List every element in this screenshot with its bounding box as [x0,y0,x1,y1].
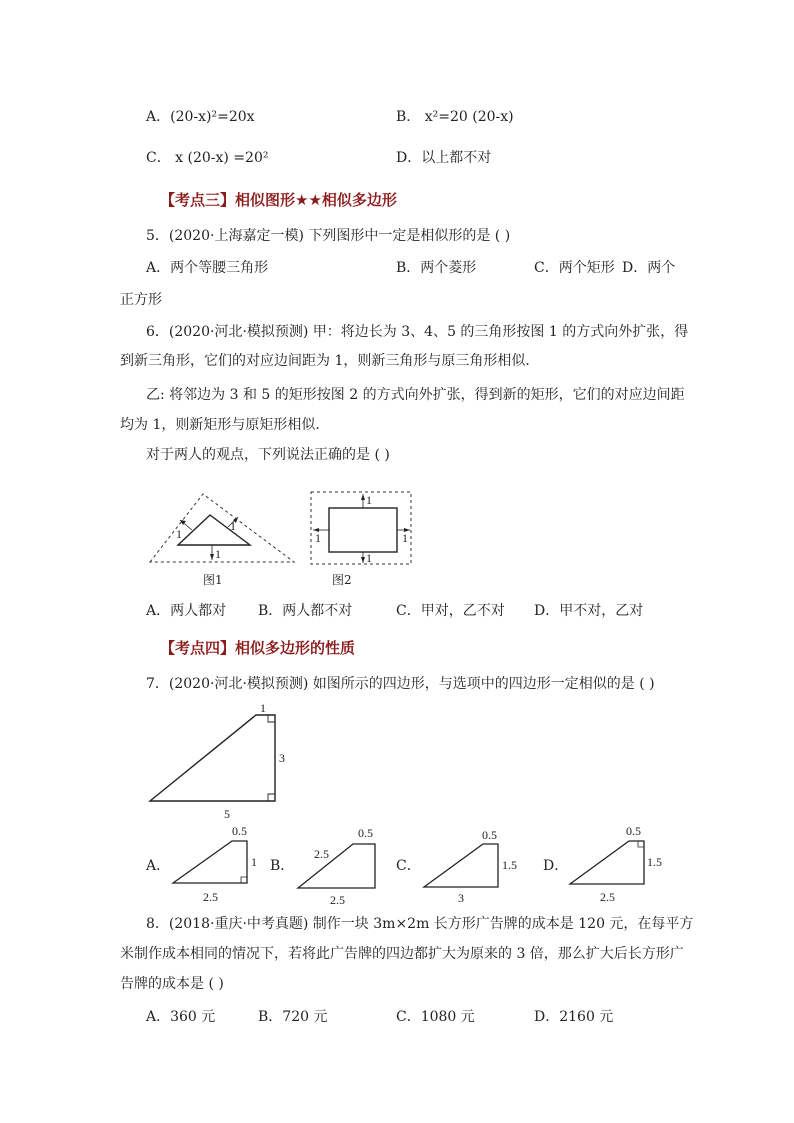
q7-option-a-shape [165,820,265,910]
q6-option-c: C．甲对，乙不对 [396,603,505,619]
q7-main-trapezoid [140,700,300,822]
q8-line-2: 米制作成本相同的情况下，若将此广告牌的四边都扩大为原来的 3 倍，那么扩大后长方形广 [120,946,684,962]
fig2-inner-rect [329,508,397,552]
q4-option-b: B． x²=20 (20-x) [396,109,514,125]
q6-option-a: A．两人都对 [146,603,227,619]
q7-b-top-label: 0.5 [358,826,373,840]
q7-c-top-label: 0.5 [482,828,497,842]
q7-a-right-label: 1 [251,855,257,869]
q6-figure-1 [140,490,300,570]
q6-option-d: D．甲不对，乙对 [534,603,644,619]
q5-option-c: C．两个矩形 [534,260,615,276]
fig2-gap-right: 1 [402,531,408,545]
q5-option-a: A．两个等腰三角形 [146,260,269,276]
q8-option-b: B．720 元 [258,1009,328,1025]
q7-option-d-letter: D． [543,858,569,874]
q7-option-b-letter: B． [270,858,295,874]
q7-b-left-label: 2.5 [314,847,329,861]
fig2-gap-left: 1 [315,531,321,545]
q7-c-right-label: 1.5 [502,858,517,872]
q6-line-5: 对于两人的观点，下列说法正确的是 ( ) [146,447,390,463]
q7-d-right-label: 1.5 [647,855,662,869]
q8-line-3: 告牌的成本是 ( ) [120,976,224,992]
q5-option-d: D．两个 [622,260,676,276]
fig2-gap-bottom: 1 [366,551,372,565]
q7-option-c-letter: C． [396,858,421,874]
fig2-caption: 图2 [332,573,352,587]
q7-d-bottom-label: 2.5 [600,890,615,904]
q7-option-d-shape [562,820,672,910]
q6-line-1: 6．(2020·河北·模拟预测) 甲：将边长为 3、4、5 的三角形按图 1 的方式向外扩张，得 [146,324,689,340]
q8-option-d: D．2160 元 [534,1009,614,1025]
q7-main-right-label: 3 [279,751,285,765]
q5-option-d-continued: 正方形 [120,292,162,308]
fig2-outer-rect [311,492,411,564]
q7-option-c-shape [418,822,528,912]
fig1-gap-right: 1 [230,519,236,533]
section4-heading: 【考点四】相似多边形的性质 [160,639,356,657]
q7-c-bottom-label: 3 [458,891,464,905]
q4-option-c: C． x (20-x) =20² [146,150,269,166]
section3-heading: 【考点三】相似图形★★相似多边形 [160,191,397,209]
fig2-gap-top: 1 [366,493,372,507]
q6-figure-2 [307,488,417,568]
q5-option-b: B．两个菱形 [396,260,477,276]
q8-line-1: 8．(2018·重庆·中考真题) 制作一块 3m×2m 长方形广告牌的成本是 120 元，在每平方 [146,916,694,932]
q7-a-bottom-label: 2.5 [203,890,218,904]
fig1-gap-left: 1 [176,527,182,541]
q5-stem: 5．(2020·上海嘉定一模) 下列图形中一定是相似形的是 ( ) [146,228,511,244]
q6-line-4: 均为 1，则新矩形与原矩形相似． [120,417,330,433]
q8-option-a: A．360 元 [146,1009,216,1025]
q7-a-top-label: 0.5 [232,824,247,838]
q7-d-top-label: 0.5 [626,824,641,838]
q6-line-3: 乙: 将邻边为 3 和 5 的矩形按图 2 的方式向外扩张，得到新的矩形，它们的对应边间距 [146,387,685,403]
q7-option-b-shape [290,820,390,910]
fig1-caption: 图1 [203,573,223,587]
q6-option-b: B．两人都不对 [258,603,353,619]
q7-stem: 7．(2020·河北·模拟预测) 如图所示的四边形，与选项中的四边形一定相似的是 ( ) [146,676,655,692]
q7-main-bottom-label: 5 [224,807,230,821]
fig1-outer-triangle [150,494,294,562]
q4-option-d: D．以上都不对 [396,150,492,166]
q8-option-c: C．1080 元 [396,1009,475,1025]
q4-option-a: A．(20-x)²=20x [146,109,255,125]
q6-line-2: 到新三角形，它们的对应边间距为 1，则新三角形与原三角形相似． [120,353,540,369]
q7-b-bottom-label: 2.5 [330,893,345,907]
fig1-inner-triangle [178,515,250,545]
q7-main-top-label: 1 [260,701,266,715]
fig1-gap-bottom: 1 [215,547,221,561]
q7-option-a-letter: A． [146,858,171,874]
